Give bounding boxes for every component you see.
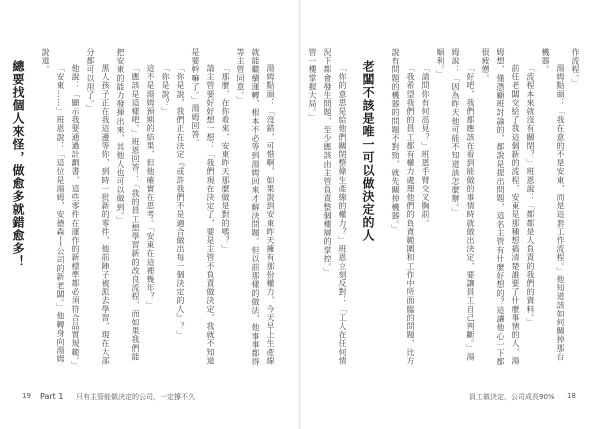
paragraph: 「好吧，我們都應該在看到能做的事情時就做出決定，要讓員工自己判斷。」湯姆說：「因為昨天他可能不知道該怎麼辦。」 <box>451 48 475 361</box>
paragraph: 「那麼，在你看來，安東昨天那麼做是對的嗎？」 <box>221 64 230 254</box>
paragraph: 他說：「顯示我要通過計劃書，這些零件在運作的新標準都必須符合品質規範。」 <box>71 64 80 370</box>
paragraph: 前任老闆交給了我這個新的流程，安東是那種想搞清楚誰要了什麼事情的人，湯姆想，僅憑顧班討論的，都說是提出問題，這名主管有什麼好想的？這讓他心一下都很疲憊。 <box>481 48 520 367</box>
paragraph: 「你是說，我們正在決定『或許我們不是適合做出每一個決定的人』？」 <box>176 64 185 340</box>
paragraph: 「你是說？」 <box>161 64 170 116</box>
paragraph: 管一樓掌握大局。」 <box>308 48 317 122</box>
paragraph: 這不是湯姆預期的結果，但他確實在思考。「安東在這裡幾年？」 <box>146 64 155 310</box>
page-number: 19 <box>22 392 31 400</box>
paragraph: 「請問你有何高見？」班恩手臂交叉胸前。 <box>421 64 430 228</box>
running-title: 只有主管能做決定的公司，一定撐不久 <box>76 393 195 401</box>
paragraph: 「你的意思是給他們關閉整條生產線的權力？」班恩立刻反對：「工人在任何情況下都會發生問題，至少應該由主管負責整個樓層的掌控。」 <box>323 48 347 365</box>
paragraph: 請主管要好好想一想：「我們現在決定了，要是主管不負責做決定，我就不知道是要幹嘛了。」湯姆回答。 <box>191 48 215 365</box>
paragraph: 順利。」 <box>436 48 445 79</box>
section-heading: 老闆不該是唯一可以做決定的人 <box>361 60 375 242</box>
left-page-body <box>11 48 278 370</box>
paragraph: 「應該是這樣吧。」班恩回答：「我的員工想學習新的改良流程，而如果我們能把安東的能力發揮出來，其他人也可以做到。」 <box>116 48 140 361</box>
right-page <box>301 0 600 429</box>
paragraph: 「我希望我們的員工都有權力處理他們的負責範圍和工作中所面臨的問題，比方說有問題的機器的問題不對勁，就先關掉機器。」 <box>391 48 415 365</box>
paragraph: 「安東……」班恩說：「這位是湯姆，安德森──公司的新老闆。」他轉身向湯姆說道。 <box>41 48 65 364</box>
paragraph: 「流程本來就沒有關閉？」班恩說：「都都是人負責的我們的資料。」 <box>526 64 535 327</box>
paragraph: 黑人孩子正在我這邊等你，到時一批新的零件，他前陣子被派去學習，現在大部分都可以用了。」 <box>86 48 110 365</box>
left-page <box>0 0 299 429</box>
running-title: 員工做決定，公司成長90% <box>469 393 555 401</box>
paragraph: 作流程。」 <box>571 48 580 87</box>
section-heading: 總要找個人來怪，做愈多就錯愈多！ <box>11 60 25 268</box>
paragraph: 湯姆點頭：「沒錯，可惜啊，如果說到安東昨天擁有那份權力，今天早上生產線就能繼續運轉，根本不必等到湯姆回來才解決問題。但以前那樣的做法，他事事都得等主管同意。」 <box>236 48 275 367</box>
part-label: Part 1 <box>40 392 64 401</box>
paragraph: 湯姆點頭：「我在意的不是安東，而是這套工作流程。」他知道該如何關掉那台機器。 <box>541 48 565 361</box>
right-page-body <box>308 48 583 368</box>
page-number: 18 <box>567 392 576 400</box>
